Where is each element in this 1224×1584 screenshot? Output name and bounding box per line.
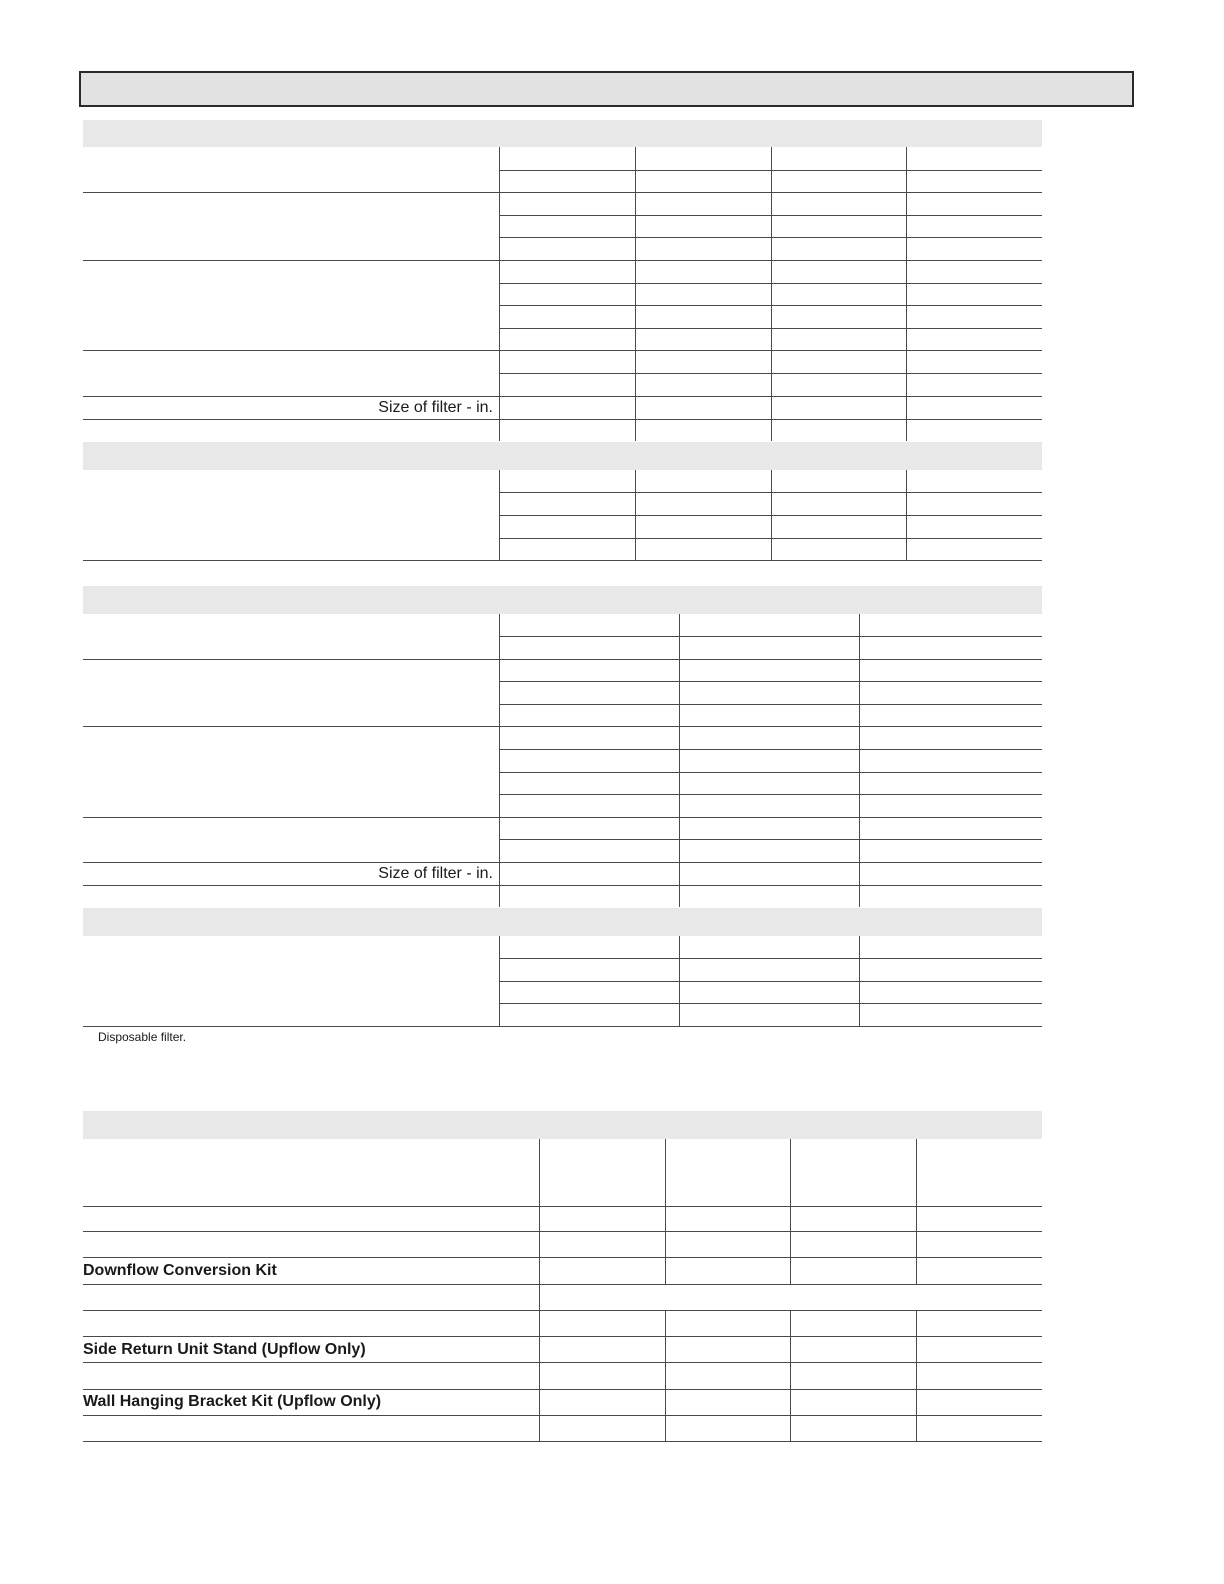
column-divider xyxy=(635,470,636,560)
column-divider xyxy=(539,1139,540,1441)
row-divider xyxy=(83,396,1042,397)
column-divider xyxy=(859,614,860,907)
accessories-header-band xyxy=(83,1111,1042,1139)
column-divider xyxy=(859,936,860,1026)
row-divider xyxy=(83,817,1042,818)
column-divider xyxy=(906,147,907,441)
column-divider xyxy=(679,614,680,907)
accessory-label: Wall Hanging Bracket Kit (Upflow Only) xyxy=(83,1393,382,1410)
column-divider xyxy=(679,936,680,1026)
cell-divider xyxy=(499,772,1042,773)
column-divider xyxy=(771,470,772,560)
cell-divider xyxy=(499,1003,1042,1004)
row-divider xyxy=(83,1389,1042,1390)
row-divider xyxy=(83,862,1042,863)
column-divider xyxy=(499,147,500,441)
column-divider xyxy=(635,147,636,441)
table-1b-header-band xyxy=(83,442,1042,470)
row-divider xyxy=(83,1284,1042,1285)
column-divider xyxy=(665,1139,666,1284)
table-2b-header-band xyxy=(83,908,1042,936)
cell-divider xyxy=(499,749,1042,750)
row-divider xyxy=(83,1310,1042,1311)
row-divider xyxy=(83,885,1042,886)
cell-divider xyxy=(499,636,1042,637)
filter-size-label: Size of filter - in. xyxy=(378,399,493,416)
accessory-label: Downflow Conversion Kit xyxy=(83,1262,277,1279)
cell-divider xyxy=(499,794,1042,795)
column-divider xyxy=(790,1310,791,1441)
table-bottom-rule xyxy=(83,1441,1042,1442)
row-divider xyxy=(83,1206,1042,1207)
cell-divider xyxy=(499,839,1042,840)
row-divider xyxy=(83,726,1042,727)
accessory-label: Side Return Unit Stand (Upflow Only) xyxy=(83,1341,366,1358)
filter-size-label: Size of filter - in. xyxy=(378,865,493,882)
page-title-bar xyxy=(79,71,1134,107)
column-divider xyxy=(906,470,907,560)
cell-divider xyxy=(499,704,1042,705)
row-divider xyxy=(83,1231,1042,1232)
footnote: Disposable filter. xyxy=(98,1030,187,1044)
row-divider xyxy=(83,1362,1042,1363)
table-2-header-band xyxy=(83,586,1042,614)
row-divider xyxy=(83,1336,1042,1337)
row-divider xyxy=(83,260,1042,261)
table-1-header-band xyxy=(83,120,1042,147)
row-divider xyxy=(83,192,1042,193)
cell-divider xyxy=(499,981,1042,982)
row-divider xyxy=(83,350,1042,351)
table-bottom-rule xyxy=(83,560,1042,561)
cell-divider xyxy=(499,958,1042,959)
column-divider xyxy=(499,470,500,560)
column-divider xyxy=(916,1139,917,1284)
row-divider xyxy=(83,1415,1042,1416)
column-divider xyxy=(665,1310,666,1441)
column-divider xyxy=(771,147,772,441)
column-divider xyxy=(499,614,500,907)
row-divider xyxy=(83,659,1042,660)
table-bottom-rule xyxy=(83,1026,1042,1027)
row-divider xyxy=(83,1257,1042,1258)
column-divider xyxy=(916,1310,917,1441)
column-divider xyxy=(499,936,500,1026)
row-divider xyxy=(83,419,1042,420)
cell-divider xyxy=(499,681,1042,682)
column-divider xyxy=(790,1139,791,1284)
